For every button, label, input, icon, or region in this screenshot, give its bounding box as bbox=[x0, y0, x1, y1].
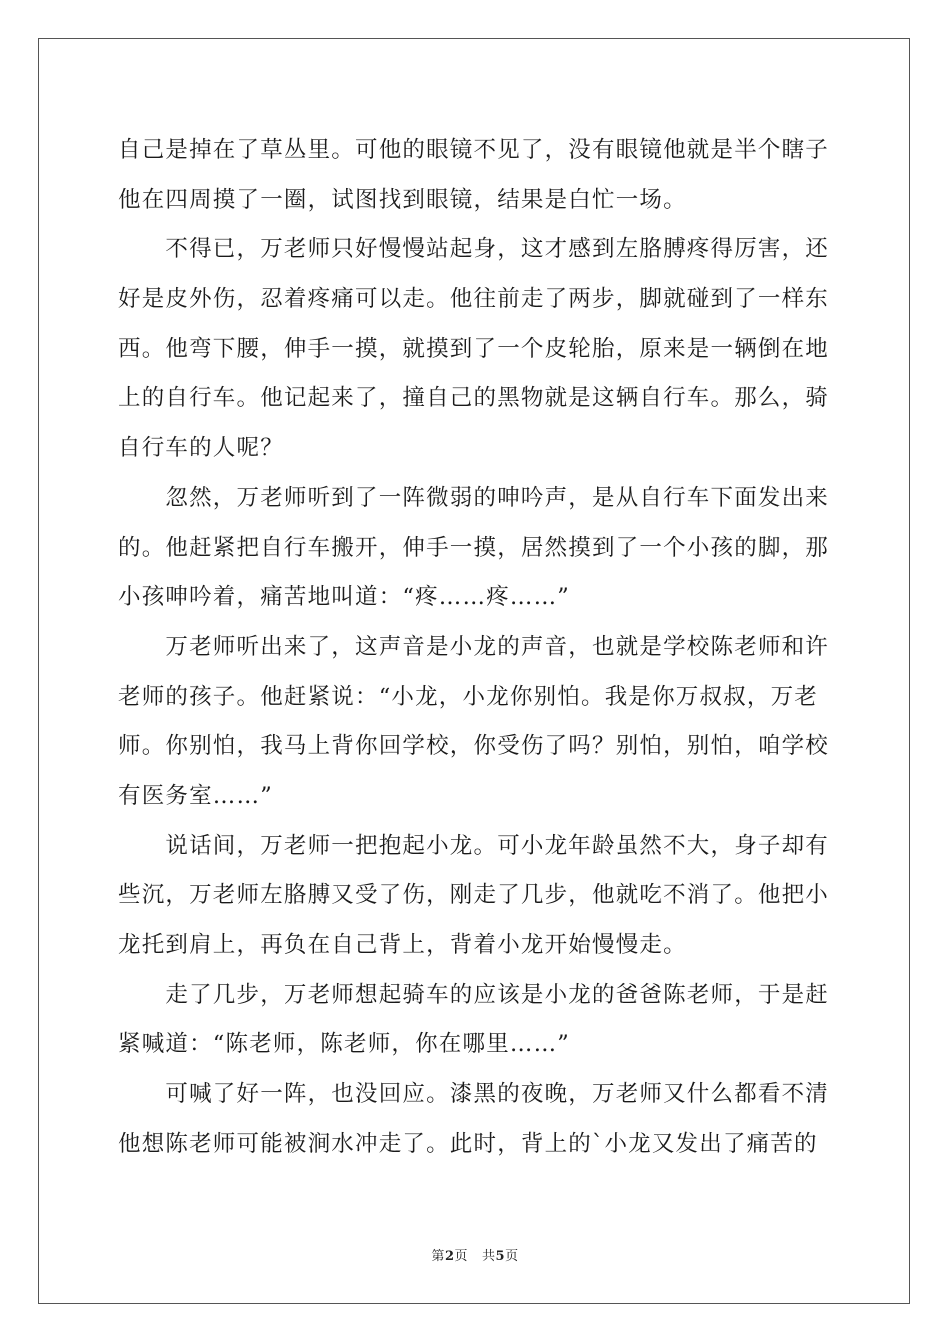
text-line: 龙托到肩上，再负在自己背上，背着小龙开始慢慢走。 bbox=[118, 932, 687, 958]
total-pages-suffix: 页 bbox=[505, 1249, 519, 1264]
text-line: 有医务室……” bbox=[118, 782, 273, 809]
total-pages-number: 5 bbox=[495, 1249, 506, 1264]
text-line: 万老师听出来了，这声音是小龙的声音，也就是学校陈老师和许 bbox=[118, 633, 830, 660]
text-line: 小孩呻吟着，痛苦地叫道：“疼……疼……” bbox=[118, 584, 571, 611]
text-line: 可喊了好一阵，也没回应。漆黑的夜晚，万老师又什么都看不清 bbox=[118, 1081, 830, 1108]
text-line: 西。他弯下腰，伸手一摸，就摸到了一个皮轮胎，原来是一辆倒在地 bbox=[118, 335, 830, 362]
current-page-number: 2 bbox=[444, 1249, 455, 1264]
text-line: 自己是掉在了草丛里。可他的眼镜不见了，没有眼镜他就是半个瞎子 bbox=[118, 137, 830, 163]
total-pages-prefix: 共 bbox=[482, 1249, 496, 1264]
text-line: 好是皮外伤，忍着疼痛可以走。他往前走了两步，脚就碰到了一样东 bbox=[118, 286, 830, 313]
text-line: 他想陈老师可能被涧水冲走了。此时，背上的`小龙又发出了痛苦的 bbox=[118, 1130, 818, 1157]
document-body bbox=[118, 126, 834, 1169]
text-line: 老师的孩子。他赶紧说：“小龙，小龙你别怕。我是你万叔叔，万老 bbox=[118, 683, 819, 710]
page-footer bbox=[0, 1245, 950, 1264]
text-line: 走了几步，万老师想起骑车的应该是小龙的爸爸陈老师，于是赶 bbox=[118, 981, 830, 1008]
text-line: 不得已，万老师只好慢慢站起身，这才感到左胳膊疼得厉害，还 bbox=[118, 236, 830, 263]
text-line: 上的自行车。他记起来了，撞自己的黑物就是这辆自行车。那么，骑 bbox=[118, 385, 830, 412]
text-line: 忽然，万老师听到了一阵微弱的呻吟声，是从自行车下面发出来 bbox=[118, 484, 830, 511]
text-line: 师。你别怕，我马上背你回学校，你受伤了吗？别怕，别怕，咱学校 bbox=[118, 733, 830, 760]
text-line: 的。他赶紧把自行车搬开，伸手一摸，居然摸到了一个小孩的脚，那 bbox=[118, 534, 830, 561]
text-line: 他在四周摸了一圈，试图找到眼镜，结果是白忙一场。 bbox=[118, 186, 687, 213]
page-number-prefix: 第 bbox=[431, 1249, 445, 1264]
text-line: 自行车的人呢？ bbox=[118, 435, 284, 462]
page-number-suffix: 页 bbox=[454, 1249, 468, 1264]
text-line: 说话间，万老师一把抱起小龙。可小龙年龄虽然不大，身子却有 bbox=[118, 832, 830, 859]
text-line: 些沉，万老师左胳膊又受了伤，刚走了几步，他就吃不消了。他把小 bbox=[118, 882, 830, 909]
text-line: 紧喊道：“陈老师，陈老师，你在哪里……” bbox=[118, 1031, 571, 1058]
